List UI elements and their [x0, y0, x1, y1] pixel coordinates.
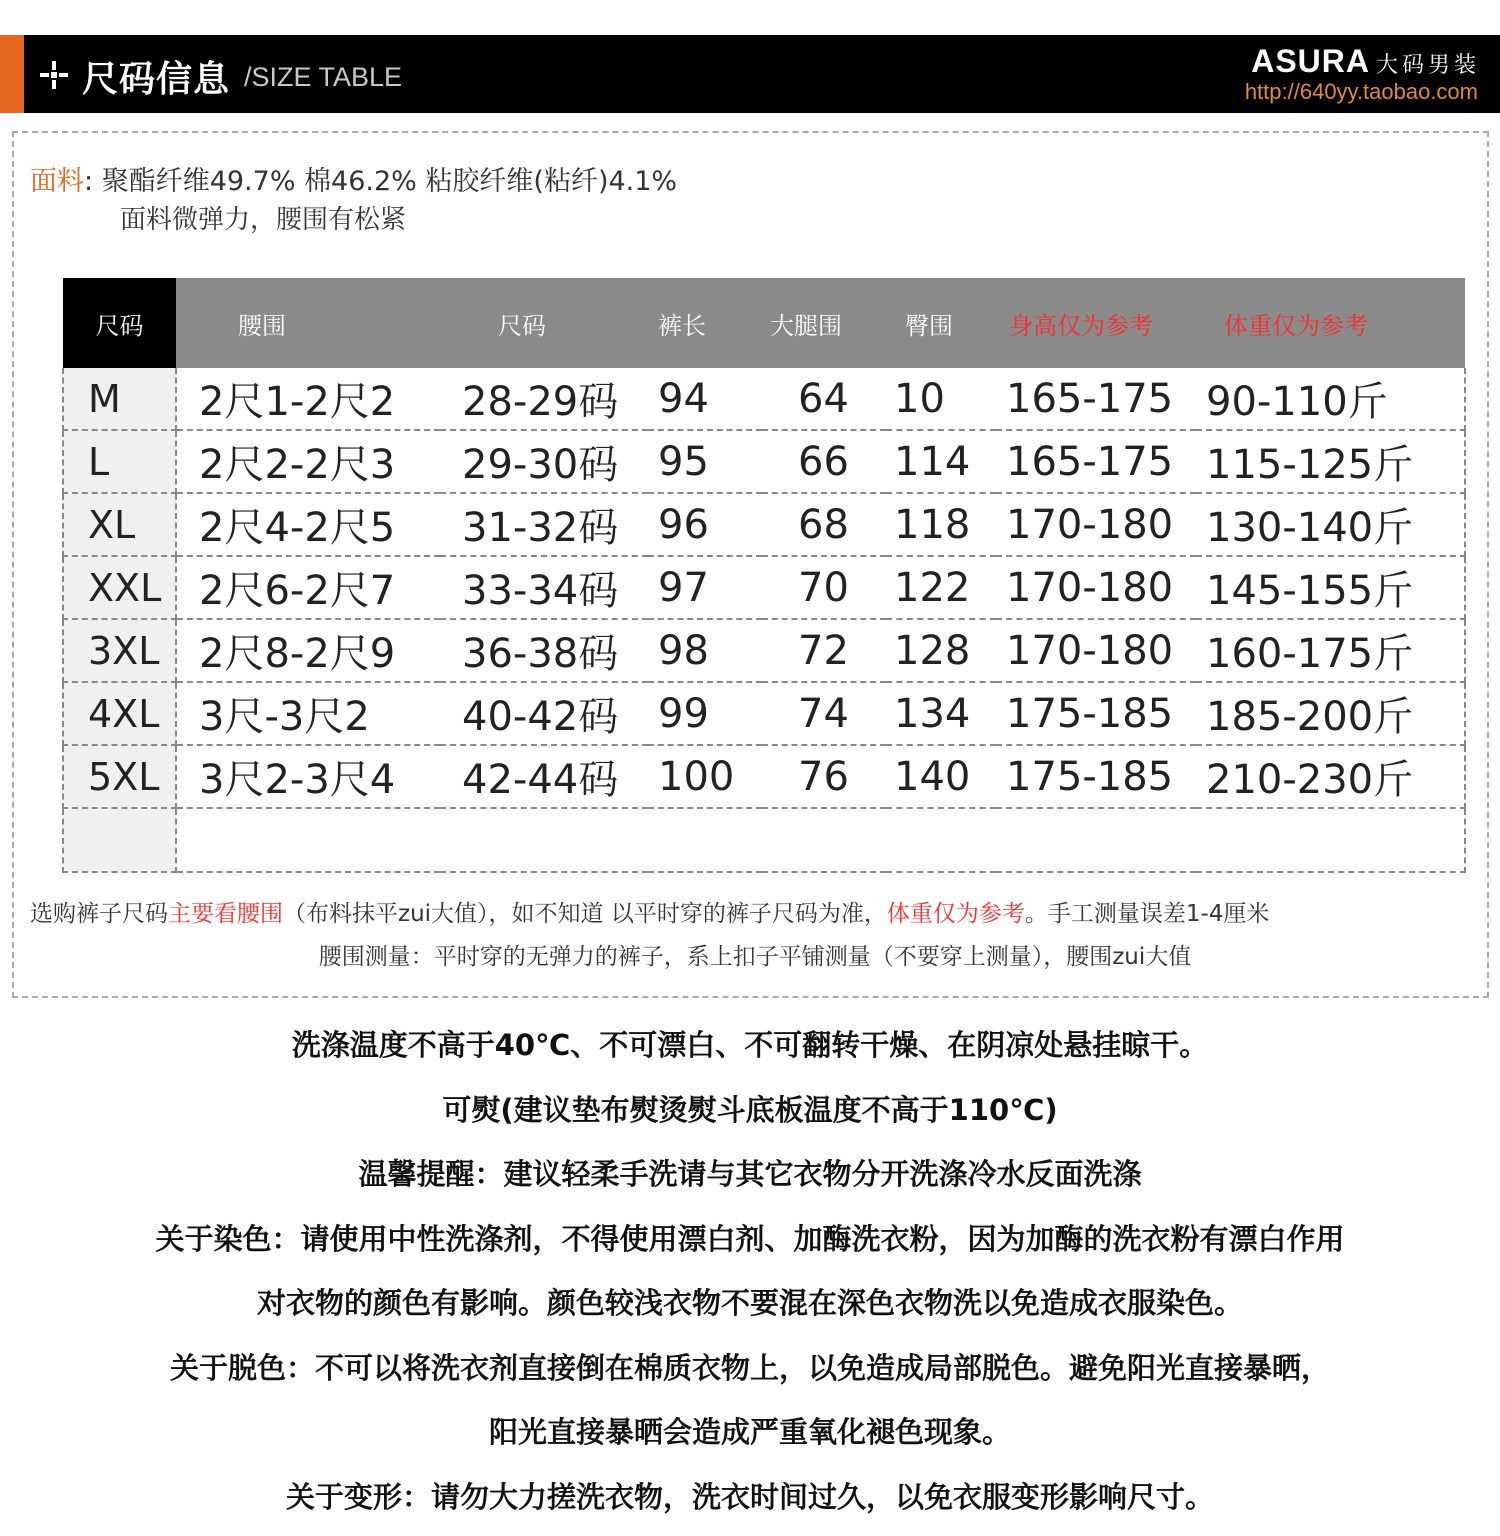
weight-reference-highlight: 体重仅为参考 — [887, 901, 1025, 927]
cell-waist: 2尺6-2尺7 — [176, 556, 440, 619]
cell-empty — [996, 808, 1196, 872]
cell-length: 95 — [648, 430, 762, 493]
purchase-tip-highlight: 主要看腰围 — [168, 901, 283, 927]
cell-length: 100 — [648, 745, 762, 808]
cell-size-code: 40-42码 — [440, 682, 648, 745]
waist-measure-tip: 腰围测量：平时穿的无弹力的裤子，系上扣子平铺测量（不要穿上测量），腰围zui大值 — [0, 938, 1500, 971]
fabric-note: 面料微弹力，腰围有松紧 — [120, 199, 406, 236]
cell-weight: 210-230斤 — [1196, 745, 1465, 808]
cell-length: 96 — [648, 493, 762, 556]
cell-empty — [886, 808, 996, 872]
cell-empty — [63, 808, 176, 872]
fabric-label: 面料 — [30, 166, 84, 197]
cell-weight: 160-175斤 — [1196, 619, 1465, 682]
cell-length: 99 — [648, 682, 762, 745]
cell-thigh: 70 — [762, 556, 886, 619]
header-length: 裤长 — [648, 278, 762, 368]
header-size-code: 尺码 — [440, 278, 648, 368]
table-row — [63, 493, 1465, 556]
cell-empty — [176, 808, 440, 872]
cell-height: 170-180 — [996, 556, 1196, 619]
table-row-empty — [63, 808, 1465, 872]
cell-waist: 2尺2-2尺3 — [176, 430, 440, 493]
crosshair-icon — [38, 59, 70, 91]
cell-hip: 140 — [886, 745, 996, 808]
cell-size-code: 42-44码 — [440, 745, 648, 808]
header-weight: 体重仅为参考 — [1196, 278, 1465, 368]
brand-logo — [1251, 43, 1480, 80]
cell-waist: 3尺2-3尺4 — [176, 745, 440, 808]
cell-size: 4XL — [63, 682, 176, 745]
cell-size-code: 36-38码 — [440, 619, 648, 682]
fabric-composition-text: 聚酯纤维49.7% 棉46.2% 粘胶纤维(粘纤)4.1% — [102, 166, 677, 197]
purchase-tip-a: 选购裤子尺码 — [30, 901, 168, 927]
cell-height: 175-185 — [996, 682, 1196, 745]
cell-thigh: 68 — [762, 493, 886, 556]
cell-thigh: 66 — [762, 430, 886, 493]
care-line: 洗涤温度不高于40℃、不可漂白、不可翻转干燥、在阴凉处悬挂晾干。 — [0, 1020, 1500, 1085]
table-row — [63, 682, 1465, 745]
table-header-row — [63, 278, 1465, 368]
cell-waist: 3尺-3尺2 — [176, 682, 440, 745]
table-row — [63, 430, 1465, 493]
cell-hip: 128 — [886, 619, 996, 682]
purchase-tip-e: 。手工测量误差1-4厘米 — [1025, 901, 1270, 927]
cell-size: 5XL — [63, 745, 176, 808]
fabric-composition — [30, 159, 677, 198]
brand-name: ASURA — [1251, 43, 1370, 79]
page-title: 尺码信息 — [82, 51, 230, 102]
cell-size-code: 31-32码 — [440, 493, 648, 556]
cell-thigh: 74 — [762, 682, 886, 745]
cell-size: L — [63, 430, 176, 493]
cell-empty — [440, 808, 648, 872]
cell-waist: 2尺4-2尺5 — [176, 493, 440, 556]
header-accent — [0, 35, 24, 113]
page-subtitle: /SIZE TABLE — [244, 62, 402, 93]
cell-empty — [1196, 808, 1465, 872]
cell-waist: 2尺1-2尺2 — [176, 368, 440, 430]
cell-size-code: 29-30码 — [440, 430, 648, 493]
cell-thigh: 64 — [762, 368, 886, 430]
fabric-separator: : — [84, 166, 93, 197]
cell-size: XL — [63, 493, 176, 556]
cell-weight: 130-140斤 — [1196, 493, 1465, 556]
cell-size-code: 28-29码 — [440, 368, 648, 430]
care-line: 关于变形：请勿大力搓洗衣物，洗衣时间过久，以免衣服变形影响尺寸。 — [0, 1472, 1500, 1536]
table-row — [63, 368, 1465, 430]
header-bar — [0, 35, 1500, 113]
cell-height: 170-180 — [996, 619, 1196, 682]
cell-thigh: 76 — [762, 745, 886, 808]
cell-height: 165-175 — [996, 368, 1196, 430]
cell-length: 94 — [648, 368, 762, 430]
cell-length: 97 — [648, 556, 762, 619]
care-line: 可熨(建议垫布熨烫熨斗底板温度不高于110℃) — [0, 1085, 1500, 1150]
header-waist: 腰围 — [176, 278, 440, 368]
cell-weight: 145-155斤 — [1196, 556, 1465, 619]
cell-length: 98 — [648, 619, 762, 682]
cell-height: 175-185 — [996, 745, 1196, 808]
cell-size-code: 33-34码 — [440, 556, 648, 619]
table-row — [63, 619, 1465, 682]
cell-height: 170-180 — [996, 493, 1196, 556]
size-table — [62, 278, 1466, 873]
shop-url: http://640yy.taobao.com — [1245, 79, 1478, 105]
cell-weight: 90-110斤 — [1196, 368, 1465, 430]
header-height: 身高仅为参考 — [996, 278, 1196, 368]
cell-waist: 2尺8-2尺9 — [176, 619, 440, 682]
cell-hip: 122 — [886, 556, 996, 619]
table-row — [63, 745, 1465, 808]
care-instructions — [0, 1020, 1500, 1536]
brand-tagline: 大码男装 — [1376, 53, 1480, 78]
cell-hip: 134 — [886, 682, 996, 745]
cell-size: XXL — [63, 556, 176, 619]
care-line: 阳光直接暴晒会造成严重氧化褪色现象。 — [0, 1407, 1500, 1472]
cell-hip: 10 — [886, 368, 996, 430]
cell-empty — [648, 808, 762, 872]
header-size: 尺码 — [63, 278, 176, 368]
table-row — [63, 556, 1465, 619]
purchase-tip — [30, 895, 1490, 928]
cell-weight: 115-125斤 — [1196, 430, 1465, 493]
care-line: 对衣物的颜色有影响。颜色较浅衣物不要混在深色衣物洗以免造成衣服染色。 — [0, 1278, 1500, 1343]
header-thigh: 大腿围 — [762, 278, 886, 368]
care-line: 关于脱色：不可以将洗衣剂直接倒在棉质衣物上，以免造成局部脱色。避免阳光直接暴晒， — [0, 1343, 1500, 1408]
cell-weight: 185-200斤 — [1196, 682, 1465, 745]
cell-height: 165-175 — [996, 430, 1196, 493]
header-hip: 臀围 — [886, 278, 996, 368]
purchase-tip-c: （布料抹平zui大值），如不知道 以平时穿的裤子尺码为准， — [283, 901, 887, 927]
care-line: 温馨提醒：建议轻柔手洗请与其它衣物分开洗涤冷水反面洗涤 — [0, 1149, 1500, 1214]
cell-size: M — [63, 368, 176, 430]
cell-hip: 118 — [886, 493, 996, 556]
cell-size: 3XL — [63, 619, 176, 682]
cell-thigh: 72 — [762, 619, 886, 682]
cell-hip: 114 — [886, 430, 996, 493]
care-line: 关于染色：请使用中性洗涤剂，不得使用漂白剂、加酶洗衣粉，因为加酶的洗衣粉有漂白作用 — [0, 1214, 1500, 1279]
cell-empty — [762, 808, 886, 872]
